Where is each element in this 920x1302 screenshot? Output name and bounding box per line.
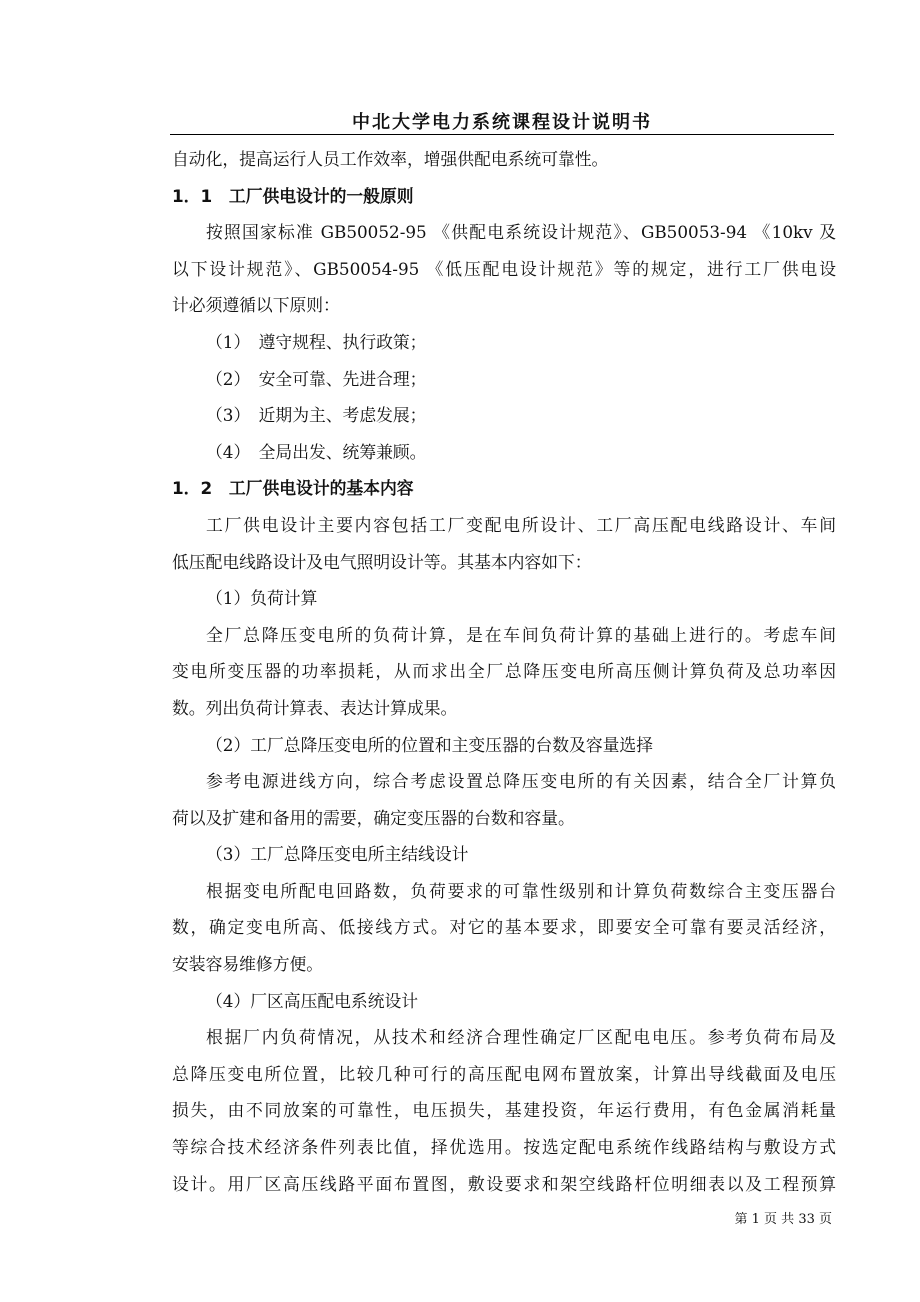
paragraph-line: 根据变电所配电回路数，负荷要求的可靠性级别和计算负荷数综合主变压器台 bbox=[206, 880, 836, 901]
paragraph-line: 参考电源进线方向，综合考虑设置总降压变电所的有关因素，结合全厂计算负 bbox=[206, 771, 836, 792]
section-heading-1-2: 1．2 工厂供电设计的基本内容 bbox=[172, 478, 414, 499]
subsection-title: （1）负荷计算 bbox=[206, 588, 318, 609]
paragraph-line: 计必须遵循以下原则： bbox=[172, 295, 340, 316]
paragraph-line: 按照国家标准 GB50052-95 《供配电系统设计规范》、GB50053-94 《10kv 及 bbox=[206, 222, 836, 243]
paragraph-line: 自动化，提高运行人员工作效率，增强供配电系统可靠性。 bbox=[172, 149, 609, 169]
list-item: （1） 遵守规程、执行政策； bbox=[206, 331, 427, 352]
paragraph-line: 荷以及扩建和备用的需要，确定变压器的台数和容量。 bbox=[172, 807, 575, 828]
paragraph-line: 根据厂内负荷情况，从技术和经济合理性确定厂区配电电压。参考负荷布局及 bbox=[206, 1027, 836, 1048]
list-item: （2） 安全可靠、先进合理； bbox=[206, 368, 427, 389]
paragraph-line: 数，确定变电所高、低接线方式。对它的基本要求，即要安全可靠有要灵活经济， bbox=[172, 917, 836, 938]
document-header-title: 中北大学电力系统课程设计说明书 bbox=[352, 112, 652, 133]
list-item: （3） 近期为主、考虑发展； bbox=[206, 405, 427, 426]
subsection-title: （2）工厂总降压变电所的位置和主变压器的台数及容量选择 bbox=[206, 734, 653, 755]
list-item: （4） 全局出发、统筹兼顾。 bbox=[206, 441, 427, 462]
paragraph-line: 以下设计规范》、GB50054-95 《低压配电设计规范》等的规定，进行工厂供电设 bbox=[172, 258, 836, 279]
paragraph-line: 低压配电线路设计及电气照明设计等。其基本内容如下： bbox=[172, 551, 592, 572]
paragraph-line: 总降压变电所位置，比较几种可行的高压配电网布置放案，计算出导线截面及电压 bbox=[172, 1063, 836, 1084]
paragraph-line: 安装容易维修方便。 bbox=[172, 954, 324, 975]
header-rule bbox=[170, 134, 834, 135]
subsection-title: （4）厂区高压配电系统设计 bbox=[206, 990, 419, 1011]
subsection-title: （3）工厂总降压变电所主结线设计 bbox=[206, 844, 469, 865]
paragraph-line: 损失，由不同放案的可靠性，电压损失，基建投资，年运行费用，有色金属消耗量 bbox=[172, 1100, 836, 1121]
paragraph-line: 全厂总降压变电所的负荷计算，是在车间负荷计算的基础上进行的。考虑车间 bbox=[206, 624, 836, 645]
document-body bbox=[172, 141, 836, 1202]
paragraph-line: 数。列出负荷计算表、表达计算成果。 bbox=[172, 697, 458, 718]
section-heading-1-1: 1．1 工厂供电设计的一般原则 bbox=[172, 185, 414, 206]
paragraph-line: 变电所变压器的功率损耗，从而求出全厂总降压变电所高压侧计算负荷及总功率因 bbox=[172, 661, 836, 682]
paragraph-line: 设计。用厂区高压线路平面布置图，敷设要求和架空线路杆位明细表以及工程预算 bbox=[172, 1173, 836, 1194]
page-number-footer: 第 1 页 共 33 页 bbox=[734, 1212, 832, 1227]
paragraph-line: 工厂供电设计主要内容包括工厂变配电所设计、工厂高压配电线路设计、车间 bbox=[206, 514, 836, 535]
paragraph-line: 等综合技术经济条件列表比值，择优选用。按选定配电系统作线路结构与敷设方式 bbox=[172, 1137, 836, 1158]
